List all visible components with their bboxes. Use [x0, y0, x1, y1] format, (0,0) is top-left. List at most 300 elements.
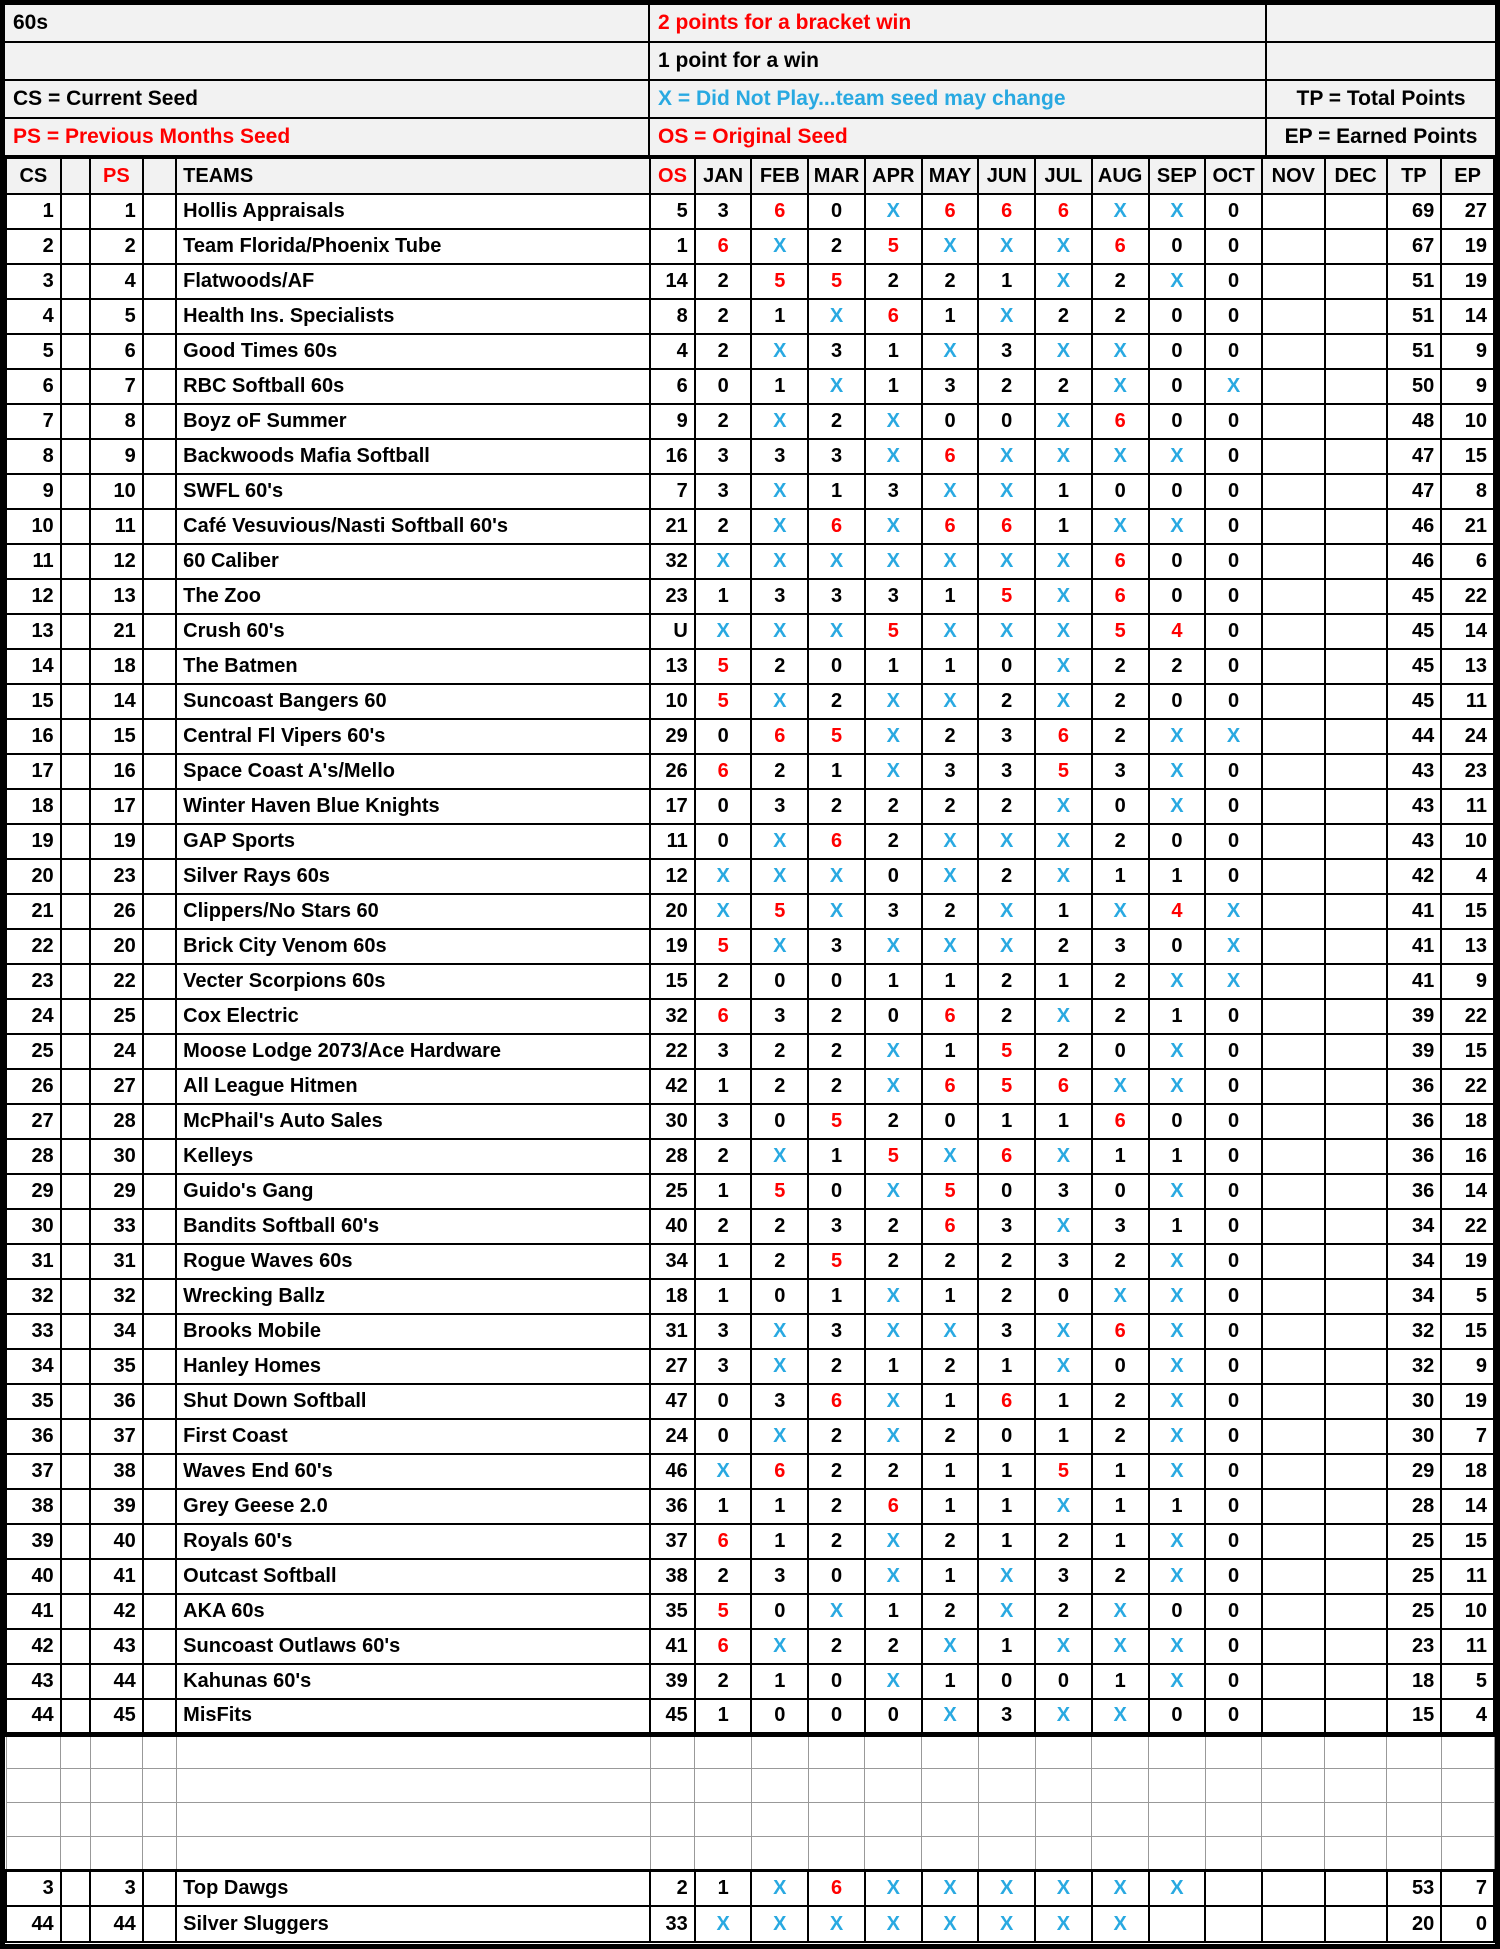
cell-previous-seed: 14	[90, 684, 143, 719]
legend-bracket-win-rule: 2 points for a bracket win	[650, 5, 1267, 43]
cell-month-feb: 1	[751, 1489, 808, 1524]
cell-month-nov	[1262, 859, 1325, 894]
cell-month-dec	[1325, 1489, 1387, 1524]
cell-empty	[61, 1802, 90, 1836]
legend-os-key: OS = Original Seed	[650, 119, 1267, 157]
cell-month-aug: X	[1092, 1629, 1149, 1664]
cell-month-jun: X	[978, 229, 1035, 264]
cell-month-jan: X	[695, 1906, 752, 1942]
cell-month-aug: 1	[1092, 1489, 1149, 1524]
cell-spacer	[61, 439, 90, 474]
cell-month-apr: 0	[865, 859, 922, 894]
cell-original-seed: 40	[650, 1209, 695, 1244]
cell-total-points: 67	[1387, 229, 1442, 264]
cell-month-oct: 0	[1205, 544, 1262, 579]
cell-total-points: 25	[1387, 1594, 1442, 1629]
cell-previous-seed: 38	[90, 1454, 143, 1489]
cell-month-dec	[1325, 719, 1387, 754]
table-row	[6, 1489, 1494, 1524]
cell-spacer	[61, 1034, 90, 1069]
cell-month-apr: X	[865, 1279, 922, 1314]
cell-month-apr: 3	[865, 894, 922, 929]
cell-spacer	[143, 1559, 176, 1594]
cell-earned-points: 14	[1441, 299, 1494, 334]
cell-month-may: 2	[922, 264, 979, 299]
cell-empty	[176, 1802, 650, 1836]
cell-month-nov	[1262, 964, 1325, 999]
cell-month-mar: 2	[808, 1419, 865, 1454]
table-row	[6, 1454, 1494, 1489]
cell-spacer	[143, 684, 176, 719]
cell-earned-points: 14	[1441, 1174, 1494, 1209]
cell-team-name: Hanley Homes	[176, 1349, 650, 1384]
cell-total-points: 42	[1387, 859, 1442, 894]
cell-month-dec	[1325, 1419, 1387, 1454]
cell-month-mar: 6	[808, 1384, 865, 1419]
cell-month-jun: 0	[978, 1174, 1035, 1209]
cell-month-jun: 6	[978, 1384, 1035, 1419]
cell-month-jul: X	[1035, 544, 1092, 579]
cell-month-aug: 3	[1092, 1209, 1149, 1244]
cell-month-nov	[1262, 299, 1325, 334]
legend-ps-key: PS = Previous Months Seed	[5, 119, 650, 157]
cell-earned-points: 18	[1441, 1454, 1494, 1489]
cell-month-aug: X	[1092, 194, 1149, 229]
cell-month-aug: X	[1092, 1870, 1149, 1906]
cell-empty	[1325, 1768, 1387, 1802]
cell-spacer	[143, 894, 176, 929]
cell-original-seed: 27	[650, 1349, 695, 1384]
cell-earned-points: 13	[1441, 929, 1494, 964]
cell-month-mar: 2	[808, 1454, 865, 1489]
cell-month-jul: X	[1035, 229, 1092, 264]
cell-month-apr: X	[865, 404, 922, 439]
cell-month-may: 1	[922, 1034, 979, 1069]
cell-earned-points: 15	[1441, 1314, 1494, 1349]
table-row	[6, 1384, 1494, 1419]
cell-team-name: Space Coast A's/Mello	[176, 754, 650, 789]
cell-earned-points: 15	[1441, 1034, 1494, 1069]
cell-month-jun: X	[978, 1559, 1035, 1594]
cell-month-jan: 6	[695, 999, 752, 1034]
cell-month-nov	[1262, 1629, 1325, 1664]
cell-month-feb: 3	[751, 1384, 808, 1419]
cell-earned-points: 22	[1441, 1209, 1494, 1244]
cell-month-sep: X	[1149, 1559, 1206, 1594]
cell-month-jun: 0	[978, 1664, 1035, 1699]
cell-empty	[695, 1802, 752, 1836]
cell-current-seed: 43	[6, 1664, 61, 1699]
cell-total-points: 36	[1387, 1069, 1442, 1104]
cell-month-jul: 1	[1035, 964, 1092, 999]
cell-month-mar: 0	[808, 1699, 865, 1734]
cell-month-jan: 6	[695, 1629, 752, 1664]
cell-month-jun: 2	[978, 1279, 1035, 1314]
cell-total-points: 51	[1387, 264, 1442, 299]
cell-month-jun: 2	[978, 369, 1035, 404]
cell-spacer	[61, 1279, 90, 1314]
cell-empty	[1387, 1734, 1442, 1768]
cell-team-name: Health Ins. Specialists	[176, 299, 650, 334]
cell-month-aug: X	[1092, 1906, 1149, 1942]
cell-month-oct: 0	[1205, 194, 1262, 229]
cell-month-apr: X	[865, 1034, 922, 1069]
cell-month-mar: 2	[808, 1069, 865, 1104]
cell-original-seed: 1	[650, 229, 695, 264]
cell-month-jan: 1	[695, 1279, 752, 1314]
cell-total-points: 41	[1387, 929, 1442, 964]
cell-month-oct: 0	[1205, 404, 1262, 439]
cell-earned-points: 24	[1441, 719, 1494, 754]
cell-total-points: 46	[1387, 509, 1442, 544]
cell-earned-points: 5	[1441, 1279, 1494, 1314]
cell-month-jun: X	[978, 299, 1035, 334]
cell-month-sep: 1	[1149, 1209, 1206, 1244]
col-header-nov: NOV	[1262, 158, 1325, 194]
cell-empty	[1262, 1836, 1325, 1870]
cell-previous-seed: 35	[90, 1349, 143, 1384]
cell-original-seed: 32	[650, 999, 695, 1034]
cell-month-mar: 2	[808, 1034, 865, 1069]
cell-month-nov	[1262, 1699, 1325, 1734]
cell-empty	[922, 1768, 979, 1802]
cell-month-feb: 0	[751, 1104, 808, 1139]
cell-original-seed: 22	[650, 1034, 695, 1069]
cell-current-seed: 37	[6, 1454, 61, 1489]
cell-month-apr: 3	[865, 579, 922, 614]
cell-month-aug: X	[1092, 1069, 1149, 1104]
cell-month-jul: 2	[1035, 299, 1092, 334]
cell-month-dec	[1325, 1034, 1387, 1069]
cell-empty	[1035, 1768, 1092, 1802]
cell-original-seed: 18	[650, 1279, 695, 1314]
cell-earned-points: 15	[1441, 894, 1494, 929]
table-row	[6, 964, 1494, 999]
cell-month-may: 6	[922, 194, 979, 229]
cell-month-may: 5	[922, 1174, 979, 1209]
cell-month-apr: X	[865, 929, 922, 964]
cell-month-sep: 0	[1149, 824, 1206, 859]
cell-spacer	[143, 999, 176, 1034]
cell-current-seed: 16	[6, 719, 61, 754]
cell-month-jul: X	[1035, 404, 1092, 439]
cell-month-aug: 6	[1092, 1104, 1149, 1139]
table-row	[6, 1314, 1494, 1349]
cell-team-name: Suncoast Bangers 60	[176, 684, 650, 719]
col-header-mar: MAR	[808, 158, 865, 194]
col-header-may: MAY	[922, 158, 979, 194]
table-row	[6, 1699, 1494, 1734]
cell-month-sep: 1	[1149, 1139, 1206, 1174]
cell-month-may: X	[922, 614, 979, 649]
cell-month-jul: 6	[1035, 194, 1092, 229]
cell-month-nov	[1262, 929, 1325, 964]
cell-month-nov	[1262, 894, 1325, 929]
cell-month-apr: 5	[865, 229, 922, 264]
empty-row	[6, 1734, 1494, 1768]
cell-month-dec	[1325, 1139, 1387, 1174]
cell-empty	[650, 1768, 695, 1802]
cell-month-sep: 0	[1149, 299, 1206, 334]
cell-month-feb: 0	[751, 964, 808, 999]
cell-spacer	[61, 1906, 90, 1942]
cell-month-aug: 6	[1092, 229, 1149, 264]
cell-spacer	[61, 719, 90, 754]
cell-month-jan: 2	[695, 404, 752, 439]
cell-month-dec	[1325, 264, 1387, 299]
table-row	[6, 579, 1494, 614]
cell-team-name: RBC Softball 60s	[176, 369, 650, 404]
cell-total-points: 34	[1387, 1279, 1442, 1314]
cell-month-jul: 0	[1035, 1279, 1092, 1314]
cell-earned-points: 7	[1441, 1419, 1494, 1454]
cell-current-seed: 30	[6, 1209, 61, 1244]
col-header-cs: CS	[6, 158, 61, 194]
cell-month-jul: X	[1035, 859, 1092, 894]
cell-month-mar: 1	[808, 1279, 865, 1314]
cell-month-may: 1	[922, 299, 979, 334]
cell-month-jan: 1	[695, 1489, 752, 1524]
cell-month-jul: 3	[1035, 1174, 1092, 1209]
cell-month-jul: X	[1035, 264, 1092, 299]
cell-original-seed: 20	[650, 894, 695, 929]
cell-month-jul: 2	[1035, 1034, 1092, 1069]
cell-previous-seed: 24	[90, 1034, 143, 1069]
cell-month-jul: X	[1035, 439, 1092, 474]
cell-original-seed: U	[650, 614, 695, 649]
cell-earned-points: 10	[1441, 404, 1494, 439]
cell-month-oct: 0	[1205, 789, 1262, 824]
cell-month-nov	[1262, 1524, 1325, 1559]
table-row	[6, 1209, 1494, 1244]
cell-month-apr: X	[865, 1664, 922, 1699]
cell-total-points: 41	[1387, 964, 1442, 999]
cell-month-jun: 1	[978, 1524, 1035, 1559]
legend-cs-key: CS = Current Seed	[5, 81, 650, 119]
cell-month-may: 2	[922, 1244, 979, 1279]
cell-team-name: Central Fl Vipers 60's	[176, 719, 650, 754]
cell-month-jun: 3	[978, 334, 1035, 369]
cell-month-jun: X	[978, 929, 1035, 964]
cell-month-aug: 1	[1092, 1139, 1149, 1174]
table-row	[6, 929, 1494, 964]
cell-team-name: Café Vesuvious/Nasti Softball 60's	[176, 509, 650, 544]
cell-month-sep: 0	[1149, 1104, 1206, 1139]
cell-spacer	[143, 579, 176, 614]
cell-month-oct: 0	[1205, 1699, 1262, 1734]
cell-month-mar: X	[808, 894, 865, 929]
cell-month-jul: X	[1035, 1906, 1092, 1942]
cell-month-jul: 2	[1035, 369, 1092, 404]
cell-previous-seed: 36	[90, 1384, 143, 1419]
cell-month-nov	[1262, 229, 1325, 264]
cell-spacer	[61, 404, 90, 439]
table-row	[6, 999, 1494, 1034]
cell-empty	[751, 1768, 808, 1802]
cell-month-aug: 1	[1092, 859, 1149, 894]
cell-team-name: Cox Electric	[176, 999, 650, 1034]
cell-month-apr: X	[865, 1870, 922, 1906]
cell-month-jan: 2	[695, 509, 752, 544]
cell-month-jan: 5	[695, 929, 752, 964]
cell-current-seed: 38	[6, 1489, 61, 1524]
cell-empty	[1441, 1768, 1494, 1802]
cell-month-mar: 5	[808, 264, 865, 299]
cell-original-seed: 30	[650, 1104, 695, 1139]
cell-previous-seed: 6	[90, 334, 143, 369]
cell-previous-seed: 44	[90, 1664, 143, 1699]
cell-earned-points: 11	[1441, 684, 1494, 719]
cell-current-seed: 19	[6, 824, 61, 859]
cell-team-name: McPhail's Auto Sales	[176, 1104, 650, 1139]
cell-team-name: Grey Geese 2.0	[176, 1489, 650, 1524]
cell-team-name: Brooks Mobile	[176, 1314, 650, 1349]
cell-month-sep: X	[1149, 1244, 1206, 1279]
cell-spacer	[143, 1524, 176, 1559]
cell-month-jan: X	[695, 894, 752, 929]
cell-current-seed: 39	[6, 1524, 61, 1559]
cell-month-feb: 6	[751, 719, 808, 754]
cell-team-name: Vecter Scorpions 60s	[176, 964, 650, 999]
cell-month-dec	[1325, 1454, 1387, 1489]
cell-month-oct: 0	[1205, 1069, 1262, 1104]
cell-month-sep: X	[1149, 1349, 1206, 1384]
cell-original-seed: 37	[650, 1524, 695, 1559]
cell-month-oct: 0	[1205, 1209, 1262, 1244]
cell-month-nov	[1262, 754, 1325, 789]
cell-current-seed: 40	[6, 1559, 61, 1594]
cell-month-oct	[1205, 1870, 1262, 1906]
cell-total-points: 32	[1387, 1349, 1442, 1384]
cell-month-mar: 3	[808, 579, 865, 614]
cell-spacer	[61, 1559, 90, 1594]
cell-spacer	[143, 1069, 176, 1104]
cell-month-dec	[1325, 1209, 1387, 1244]
cell-empty	[1325, 1836, 1387, 1870]
cell-month-may: 1	[922, 1664, 979, 1699]
cell-month-feb: 2	[751, 1069, 808, 1104]
cell-month-apr: X	[865, 509, 922, 544]
cell-month-jan: 6	[695, 229, 752, 264]
cell-month-jul: 6	[1035, 719, 1092, 754]
cell-spacer	[61, 649, 90, 684]
cell-month-oct: 0	[1205, 1314, 1262, 1349]
cell-month-dec	[1325, 369, 1387, 404]
cell-month-sep: X	[1149, 1279, 1206, 1314]
cell-empty	[1035, 1802, 1092, 1836]
cell-month-nov	[1262, 404, 1325, 439]
cell-spacer	[61, 544, 90, 579]
cell-original-seed: 14	[650, 264, 695, 299]
cell-month-mar: X	[808, 1594, 865, 1629]
cell-current-seed: 18	[6, 789, 61, 824]
cell-month-feb: 2	[751, 1034, 808, 1069]
cell-earned-points: 18	[1441, 1104, 1494, 1139]
cell-total-points: 36	[1387, 1139, 1442, 1174]
cell-spacer	[61, 859, 90, 894]
cell-month-jan: 6	[695, 754, 752, 789]
cell-month-may: 1	[922, 1384, 979, 1419]
cell-month-feb: 2	[751, 1244, 808, 1279]
cell-month-nov	[1262, 1349, 1325, 1384]
cell-month-feb: 5	[751, 894, 808, 929]
cell-month-aug: X	[1092, 894, 1149, 929]
cell-month-oct: 0	[1205, 859, 1262, 894]
cell-team-name: Good Times 60s	[176, 334, 650, 369]
cell-current-seed: 28	[6, 1139, 61, 1174]
cell-spacer	[143, 649, 176, 684]
cell-original-seed: 21	[650, 509, 695, 544]
cell-month-oct: 0	[1205, 1139, 1262, 1174]
cell-month-aug: 0	[1092, 474, 1149, 509]
cell-month-feb: 2	[751, 649, 808, 684]
cell-spacer	[61, 964, 90, 999]
cell-earned-points: 19	[1441, 1244, 1494, 1279]
cell-previous-seed: 17	[90, 789, 143, 824]
col-header-oct: OCT	[1205, 158, 1262, 194]
cell-empty	[6, 1836, 61, 1870]
cell-spacer	[61, 1870, 90, 1906]
cell-spacer	[61, 229, 90, 264]
cell-month-mar: 0	[808, 1174, 865, 1209]
cell-previous-seed: 27	[90, 1069, 143, 1104]
cell-month-jun: 6	[978, 1139, 1035, 1174]
table-row	[6, 334, 1494, 369]
cell-empty	[865, 1802, 922, 1836]
cell-month-jan: 2	[695, 1139, 752, 1174]
cell-month-oct: 0	[1205, 1384, 1262, 1419]
cell-month-sep: 0	[1149, 1594, 1206, 1629]
cell-month-dec	[1325, 1384, 1387, 1419]
cell-original-seed: 5	[650, 194, 695, 229]
cell-month-oct: 0	[1205, 1034, 1262, 1069]
cell-previous-seed: 15	[90, 719, 143, 754]
cell-total-points: 28	[1387, 1489, 1442, 1524]
cell-month-sep: X	[1149, 1419, 1206, 1454]
empty-row	[6, 1836, 1494, 1870]
cell-previous-seed: 2	[90, 229, 143, 264]
cell-month-jul: X	[1035, 579, 1092, 614]
legend-spacer-3	[1267, 43, 1495, 81]
cell-original-seed: 28	[650, 1139, 695, 1174]
cell-previous-seed: 34	[90, 1314, 143, 1349]
cell-previous-seed: 11	[90, 509, 143, 544]
table-row	[6, 1174, 1494, 1209]
cell-spacer	[143, 859, 176, 894]
cell-month-sep: 0	[1149, 404, 1206, 439]
cell-month-may: 3	[922, 754, 979, 789]
cell-spacer	[61, 509, 90, 544]
cell-previous-seed: 42	[90, 1594, 143, 1629]
cell-total-points: 50	[1387, 369, 1442, 404]
cell-month-jun: X	[978, 1906, 1035, 1942]
cell-month-jun: 3	[978, 1699, 1035, 1734]
cell-original-seed: 29	[650, 719, 695, 754]
cell-previous-seed: 26	[90, 894, 143, 929]
cell-empty	[1149, 1734, 1206, 1768]
cell-month-may: 1	[922, 579, 979, 614]
cell-month-feb: 1	[751, 369, 808, 404]
cell-total-points: 43	[1387, 754, 1442, 789]
cell-team-name: All League Hitmen	[176, 1069, 650, 1104]
cell-month-aug: 2	[1092, 299, 1149, 334]
cell-month-jan: 0	[695, 369, 752, 404]
cell-month-mar: 2	[808, 1629, 865, 1664]
cell-team-name: The Batmen	[176, 649, 650, 684]
cell-month-mar: 0	[808, 649, 865, 684]
cell-month-oct: 0	[1205, 1419, 1262, 1454]
cell-month-oct: 0	[1205, 824, 1262, 859]
